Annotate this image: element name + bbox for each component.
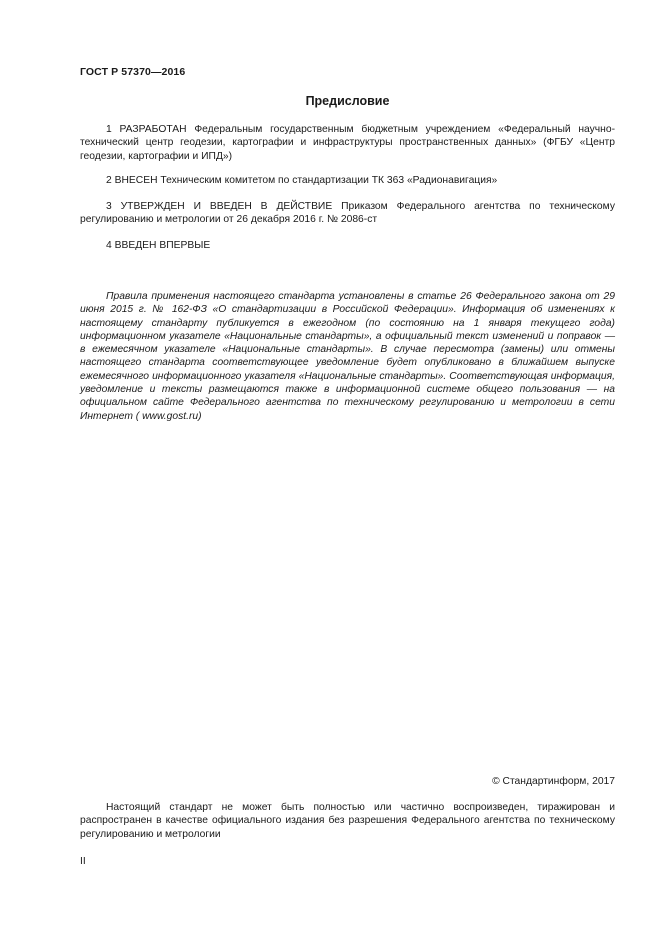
copyright-line: © Стандартинформ, 2017 <box>492 776 615 787</box>
paragraph-approved: 3 УТВЕРЖДЕН И ВВЕДЕН В ДЕЙСТВИЕ Приказом Федерального агентства по техническому регулированию и метрологии от 26 декабря 2016 г. № 2086-ст <box>80 201 615 226</box>
paragraph-first-introduced: 4 ВВЕДЕН ВПЕРВЫЕ <box>106 240 211 251</box>
paragraph-developed-by: 1 РАЗРАБОТАН Федеральным государственным бюджетным учреждением «Федеральный научно-технический центр геодезии, картографии и инфраструктуры пространственных данных» (ФГБУ «Центр геодезии, картографии и ИПД») <box>80 124 615 162</box>
rules-note: Правила применения настоящего стандарта установлены в статье 26 Федерального закона от 29 июня 2015 г. № 162-ФЗ «О стандартизации в Российской Федерации». Информация об изменениях к настоящему стандарту публикуется в ежегодном (по состоянию на 1 января текущего года) информационном указателе «Национальные стандарты», а официальный текст изменений и поправок — в ежемесячном указателе «Национальные стандарты». В случае пересмотра (замены) или отмены настоящего стандарта соответствующее уведомление будет опубликовано в ближайшем выпуске ежемесячного информационного указателя «Национальные стандарты». Соответствующая информация, уведомление и тексты размещаются также в информационной системе общего пользования — на официальном сайте Федерального агентства по техническому регулированию и метрологии в сети Интернет ( www.gost.ru) <box>80 291 615 422</box>
page-number: II <box>80 856 86 867</box>
reproduction-notice: Настоящий стандарт не может быть полностью или частично воспроизведен, тиражирован и распространен в качестве официального издания без разрешения Федерального агентства по техническому регулированию и метрологии <box>80 802 615 840</box>
page-title: Предисловие <box>305 94 390 108</box>
paragraph-introduced-by: 2 ВНЕСЕН Техническим комитетом по стандартизации ТК 363 «Радионавигация» <box>106 175 498 186</box>
standard-code: ГОСТ Р 57370—2016 <box>80 66 186 78</box>
